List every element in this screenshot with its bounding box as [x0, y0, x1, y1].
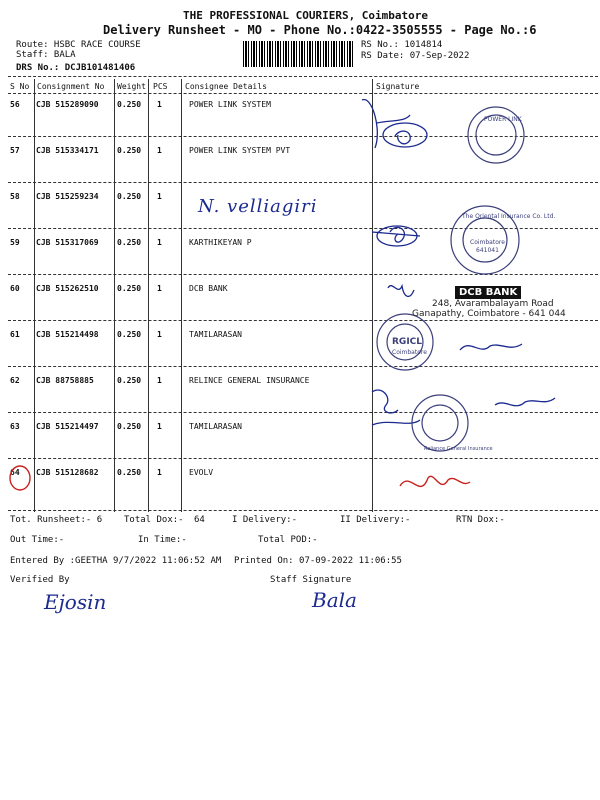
col-header-weight: Weight: [117, 82, 146, 91]
row-sno: 57: [10, 146, 20, 155]
oriental-stamp-text: The Oriental Insurance Co. Ltd.: [462, 213, 556, 220]
row-weight: 0.250: [117, 238, 142, 247]
oriental-stamp-code: 641041: [476, 247, 499, 254]
reliance-stamp-text: Reliance General Insurance: [424, 446, 493, 452]
row-pcs: 1: [157, 422, 162, 431]
col-header-consignee: Consignee Details: [185, 82, 267, 91]
row-pcs: 1: [157, 284, 162, 293]
row-weight: 0.250: [117, 146, 142, 155]
i-delivery: I Delivery:-: [232, 515, 298, 525]
rtn-dox: RTN Dox:-: [456, 515, 505, 525]
ii-delivery: II Delivery:-: [340, 515, 411, 525]
row-consignment: CJB 515334171: [36, 146, 99, 155]
printed-on: Printed On: 07-09-2022 11:06:55: [234, 556, 402, 566]
col-header-signature: Signature: [376, 82, 420, 91]
in-time: In Time:-: [138, 535, 187, 545]
total-dox-label: Total Dox:-: [124, 515, 184, 525]
row-sno: 58: [10, 192, 20, 201]
row-weight: 0.250: [117, 192, 142, 201]
row-pcs: 1: [157, 376, 162, 385]
row-pcs: 1: [157, 100, 162, 109]
rgicl-stamp-text: RGICL: [392, 337, 423, 347]
staff-signature-label: Staff Signature: [270, 575, 352, 585]
row-sno: 59: [10, 238, 20, 247]
row-pcs: 1: [157, 330, 162, 339]
tot-runsheet: Tot. Runsheet:- 6: [10, 515, 103, 525]
row-consignment: CJB 515262510: [36, 284, 99, 293]
col-header-sno: S No: [10, 82, 30, 91]
oriental-stamp-city: Coimbatore: [470, 239, 505, 246]
row-pcs: 1: [157, 238, 162, 247]
row-pcs: 1: [157, 146, 162, 155]
row-sno: 60: [10, 284, 20, 293]
row-consignee: POWER LINK SYSTEM: [189, 100, 271, 109]
entered-by: Entered By :GEETHA 9/7/2022 11:06:52 AM: [10, 556, 222, 566]
row-consignee: EVOLV: [189, 468, 214, 477]
runsheet-subtitle: Delivery Runsheet - MO - Phone No.:0422-3505555 - Page No.:6: [103, 23, 537, 37]
signature-scribble: [377, 226, 417, 246]
route-label: Route: HSBC RACE COURSE: [16, 40, 141, 50]
row-weight: 0.250: [117, 284, 142, 293]
row-weight: 0.250: [117, 468, 142, 477]
dcb-stamp-name: DCB BANK: [455, 286, 521, 299]
rs-date: RS Date: 07-Sep-2022: [361, 51, 470, 61]
row-consignment: CJB 515317069: [36, 238, 99, 247]
total-pod: Total POD:-: [258, 535, 318, 545]
row-consignee: POWER LINK SYSTEM PVT: [189, 146, 291, 155]
col-header-consignment: Consignment No: [37, 82, 105, 91]
row-weight: 0.250: [117, 422, 142, 431]
signature-scribble: [460, 344, 522, 350]
row-consignment: CJB 515259234: [36, 192, 99, 201]
row-sno: 63: [10, 422, 20, 431]
row-consignment: CJB 515128682: [36, 468, 99, 477]
signature-scribble: [495, 398, 555, 406]
row-consignee: TAMILARASAN: [189, 422, 242, 431]
verified-signature: Ejosin: [44, 590, 107, 614]
row-pcs: 1: [157, 192, 162, 201]
row-consignee: KARTHIKEYAN P: [189, 238, 252, 247]
row-pcs: 1: [157, 468, 162, 477]
drs-number: DRS No.: DCJB101481406: [16, 63, 136, 73]
company-title: THE PROFESSIONAL COURIERS, Coimbatore: [183, 9, 429, 22]
dcb-stamp-address1: 248, Avarambalayam Road: [432, 299, 554, 309]
staff-signature: Bala: [312, 588, 357, 612]
col-header-pcs: PCS: [153, 82, 168, 91]
row-sno: 62: [10, 376, 20, 385]
row-weight: 0.250: [117, 330, 142, 339]
out-time: Out Time:-: [10, 535, 65, 545]
red-signature: [400, 476, 470, 486]
row-consignee: RELINCE GENERAL INSURANCE: [189, 376, 310, 385]
row-weight: 0.250: [117, 376, 142, 385]
red-circle-mark: [10, 466, 30, 490]
staff-label: Staff: BALA: [16, 50, 76, 60]
row-consignment: CJB 515289090: [36, 100, 99, 109]
verified-by-label: Verified By: [10, 575, 70, 585]
signature-scribble: [372, 390, 398, 413]
powerlink-stamp-text: POWER LINK: [484, 116, 522, 123]
total-dox-value: 64: [194, 515, 205, 525]
row-consignment: CJB 515214498: [36, 330, 99, 339]
row-consignee: TAMILARASAN: [189, 330, 242, 339]
row-weight: 0.250: [117, 100, 142, 109]
row-consignee: DCB BANK: [189, 284, 228, 293]
row-sno: 56: [10, 100, 20, 109]
handwritten-consignee: N. velliagiri: [198, 196, 318, 217]
rgicl-stamp-city: Coimbatore: [392, 349, 427, 356]
row-sno: 61: [10, 330, 20, 339]
dcb-stamp-address2: Ganapathy, Coimbatore - 641 044: [412, 309, 566, 319]
signature-scribble: [388, 286, 414, 297]
rs-number: RS No.: 1014814: [361, 40, 443, 50]
reliance-stamp-circle: [412, 395, 468, 451]
row-consignment: CJB 515214497: [36, 422, 99, 431]
row-sno: 64: [10, 468, 20, 477]
row-consignment: CJB 88758885: [36, 376, 94, 385]
